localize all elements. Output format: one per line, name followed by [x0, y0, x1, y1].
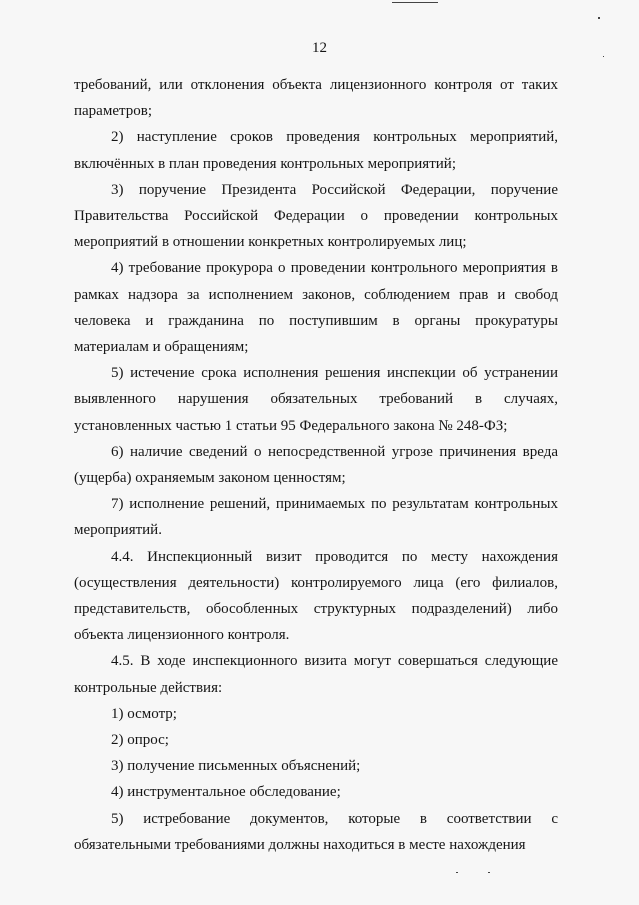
scan-artifact-line [392, 2, 438, 3]
list-item: 4) инструментальное обследование; [111, 784, 341, 801]
paragraph: 5) истечение срока исполнения решения инспекции об устранении выявленного нарушения обязательных требований в случаях, установленных частью 1 статьи 95 Федерального закона № 248-ФЗ; [74, 365, 558, 434]
paragraph: 4.5. В ходе инспекционного визита могут совершаться следующие контрольные действия: [74, 653, 558, 696]
paragraph: 6) наличие сведений о непосредственной угрозе причинения вреда (ущерба) охраняемым законом ценностям; [74, 443, 558, 487]
paragraph: требований, или отклонения объекта лицензионного контроля от таких параметров; [74, 77, 558, 120]
page-number: 12 [312, 40, 327, 56]
scan-artifact-dot [456, 872, 458, 873]
document-body [74, 72, 558, 858]
scan-artifact-dot [598, 17, 600, 19]
paragraph: 3) поручение Президента Российской Федерации, поручение Правительства Российской Федерации о проведении контрольных мероприятий в отношении конкретных контролируемых лиц; [74, 181, 558, 251]
paragraph: 4) требование прокурора о проведении контрольного мероприятия в рамках надзора за исполнением законов, соблюдением прав и свобод человека и гражданина по поступившим в органы прокуратуры материалам и обращениям; [74, 260, 558, 356]
list-item: 1) осмотр; [111, 705, 177, 722]
paragraph: 2) наступление сроков проведения контрольных мероприятий, включённых в план проведения контрольных мероприятий; [74, 129, 558, 172]
scan-artifact-dot [488, 872, 490, 873]
paragraph: 7) исполнение решений, принимаемых по результатам контрольных мероприятий. [74, 496, 558, 539]
list-item: 3) получение письменных объяснений; [111, 758, 361, 775]
paragraph: 4.4. Инспекционный визит проводится по месту нахождения (осуществления деятельности) контролируемого лица (его филиалов, представительств, обособленных структурных подразделений) либо объекта лицензионного контроля. [74, 548, 558, 644]
list-item: 2) опрос; [111, 732, 169, 749]
list-item: 5) истребование документов, которые в соответствии с обязательными требованиями должны находиться в месте нахождения [74, 810, 558, 853]
